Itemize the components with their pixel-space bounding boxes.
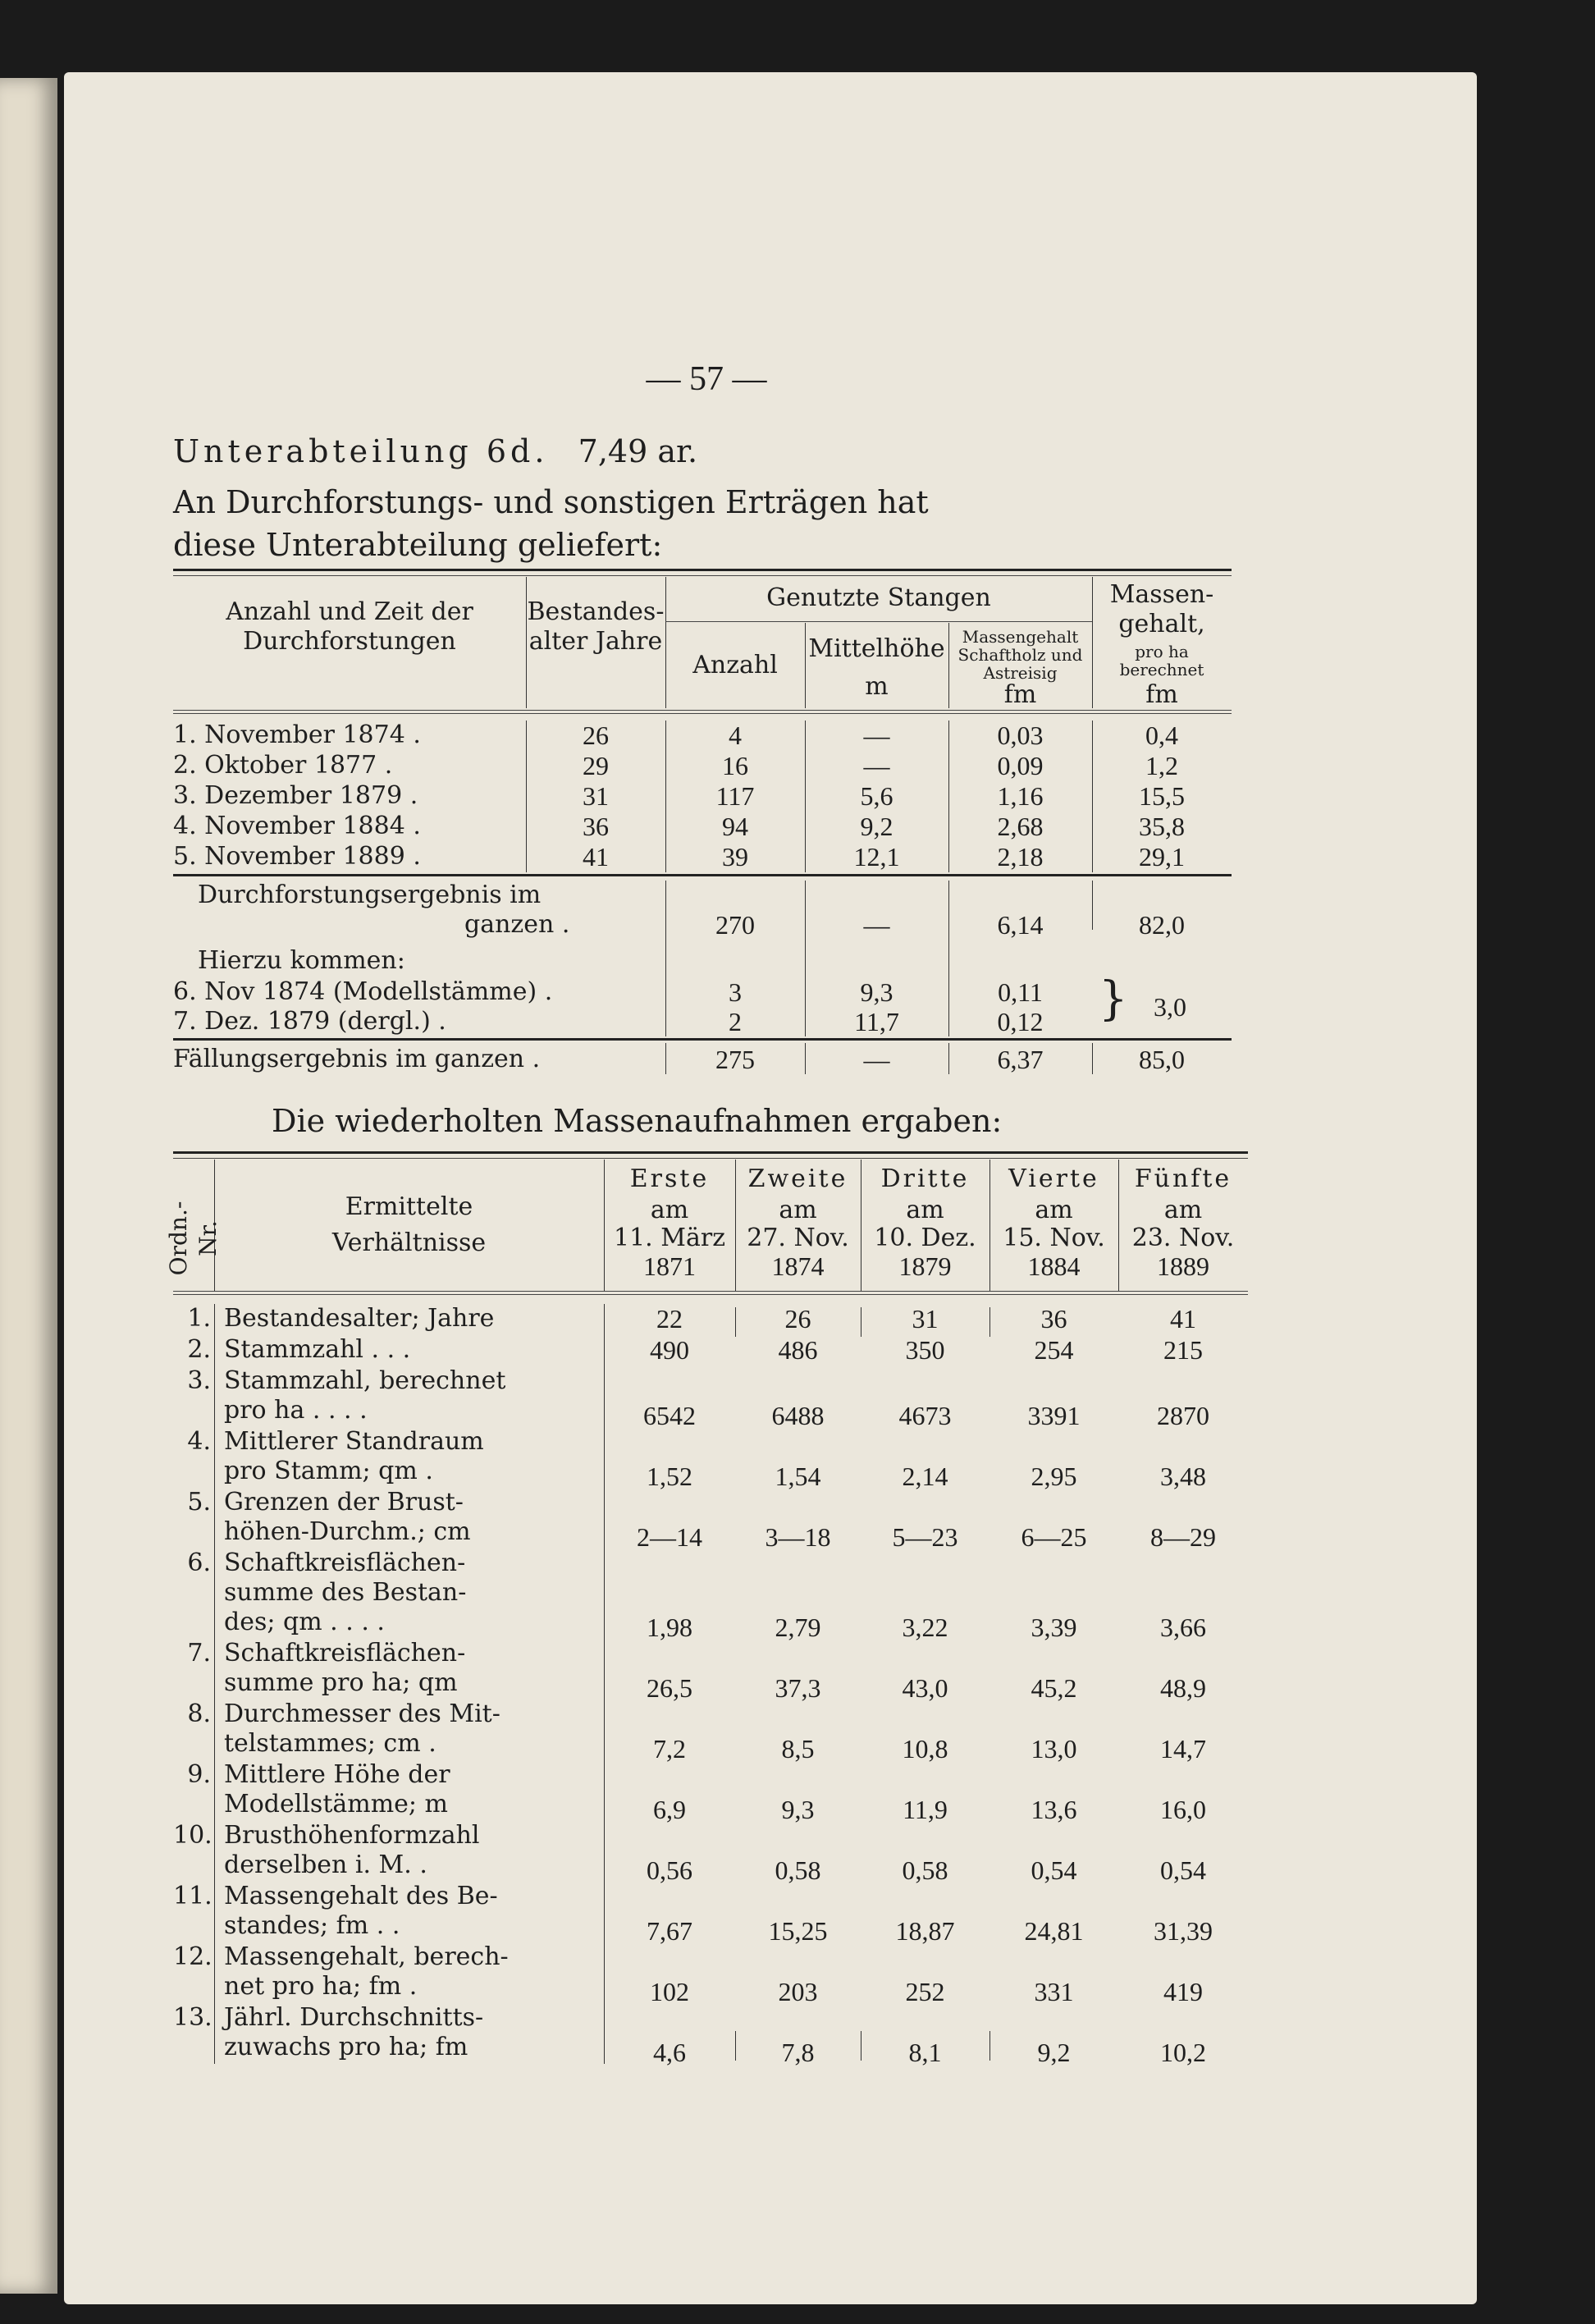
row-label: des; qm . . . . [224,1608,385,1636]
total-count: 275 [715,1045,755,1074]
row-age: 29 [583,751,609,780]
row-value: 3,66 [1160,1613,1206,1642]
header-volume-unit: fm [1003,680,1037,709]
row-value: 0,58 [902,1855,948,1885]
row-label: Jährl. Durchschnitts- [224,2003,484,2032]
row-value: 6488 [771,1401,825,1430]
page-number: — 57 — [646,360,767,398]
total-rule [173,1038,1232,1041]
row-label: Schaftkreisflächen- [224,1639,466,1668]
row-value: 4673 [898,1401,952,1430]
row-value: 36 [1040,1304,1067,1334]
row-ordinal: 3. [187,1366,211,1395]
table-top-rule-thin [173,575,1232,576]
column-divider [735,1307,736,1337]
book-page [64,72,1477,2304]
row-value: 203 [778,1977,818,2006]
row-value: 102 [650,1977,689,2006]
row-label: Grenzen der Brust- [224,1488,464,1517]
section-title: Unterabteilung 6d. [173,433,549,469]
row-label: net pro ha; fm . [224,1972,418,2001]
row-value: 252 [905,1977,945,2006]
row-height: 12,1 [853,842,900,872]
extra-row-label: 6. Nov 1874 (Modellstämme) . [173,977,553,1006]
row-label: pro Stamm; qm . [224,1457,433,1485]
header-col-year: 1871 [643,1251,696,1281]
row-value: 16,0 [1160,1795,1206,1824]
row-ordinal: 13. [173,2003,213,2032]
section-heading [173,433,697,469]
row-volume: 0,03 [997,721,1044,750]
header-col-name: Dritte [880,1164,970,1193]
total-label: Fällungsergebnis im ganzen . [173,1045,541,1073]
header-col-date: 11. März [614,1224,725,1252]
row-value: 0,56 [647,1855,692,1885]
row-ordinal: 1. [187,1304,211,1333]
row-value: 48,9 [1160,1673,1206,1703]
sum-height: — [863,910,890,940]
column-divider [989,2031,990,2061]
header-col-name: Erste [629,1164,710,1193]
row-value: 43,0 [902,1673,948,1703]
row-value: 3,39 [1031,1613,1077,1642]
extra-row-height: 11,7 [854,1007,899,1036]
header-age: Bestandes- alter Jahre [527,597,665,656]
total-volume-ha: 85,0 [1139,1045,1185,1074]
row-value: 11,9 [903,1795,948,1824]
row-label: Massengehalt, berech- [224,1942,509,1971]
row-label: zuwachs pro ha; fm [224,2033,468,2061]
row-value: 7,67 [647,1916,692,1946]
header-volume-ha-sub: pro ha berechnet [1119,642,1204,679]
row-label: pro ha . . . . [224,1396,368,1425]
header-time: Anzahl und Zeit der Durchforstungen [226,597,473,656]
extra-row-count: 2 [729,1007,742,1036]
header-col-am: am [906,1196,944,1224]
row-count: 4 [729,721,742,750]
row-volume: 0,09 [997,751,1044,780]
row-value: 2870 [1157,1401,1209,1430]
row-volume-ha: 1,2 [1145,751,1178,780]
row-value: 8,5 [781,1734,815,1764]
header-ordinal: Ordn.-Nr. [165,1201,222,1276]
extras-volume-ha: 3,0 [1154,992,1186,1022]
row-value: 2,14 [902,1462,948,1491]
row-height: 5,6 [860,781,893,811]
header-volume-ha: Massen- gehalt, [1109,580,1214,638]
column-divider [214,1304,215,2064]
row-value: 26 [784,1304,811,1334]
row-value: 1,98 [647,1613,692,1642]
row-value: 5—23 [892,1522,958,1552]
row-height: 9,2 [860,812,893,841]
intro-line-1: An Durchforstungs- und sonstigen Erträgen hat [173,484,929,520]
header-col-year: 1874 [771,1251,825,1281]
table2-header-rule [173,1291,1248,1292]
header-col-am: am [650,1196,689,1224]
row-label: Stammzahl, berechnet [224,1366,506,1395]
row-ordinal: 7. [187,1639,211,1668]
header-col-am: am [1163,1196,1203,1224]
row-value: 24,81 [1024,1916,1084,1946]
row-ordinal: 4. [187,1427,211,1456]
row-label: derselben i. M. . [224,1851,427,1879]
row-label: Modellstämme; m [224,1790,449,1818]
row-volume: 2,18 [997,842,1044,872]
row-height: — [863,721,890,750]
row-value: 490 [650,1335,689,1365]
row-label: Mittlerer Standraum [224,1427,484,1456]
row-value: 31,39 [1154,1916,1213,1946]
row-count: 94 [722,812,748,841]
row-value: 0,54 [1031,1855,1077,1885]
group-underline [665,621,1092,622]
header-col-year: 1889 [1157,1251,1209,1281]
row-value: 26,5 [647,1673,692,1703]
sum-volume-ha: 82,0 [1139,910,1185,940]
row-volume-ha: 29,1 [1139,842,1185,872]
row-ordinal: 10. [173,1821,213,1850]
row-value: 31 [912,1304,939,1334]
facing-page-edge [0,78,57,2294]
sum-label-2: ganzen . [464,910,570,939]
row-label: telstammes; cm . [224,1729,436,1758]
row-value: 9,3 [781,1795,815,1824]
row-value: 37,3 [775,1673,821,1703]
row-value: 3,48 [1160,1462,1206,1491]
row-value: 2,95 [1031,1462,1077,1491]
total-height: — [863,1045,890,1074]
column-divider [735,2031,736,2061]
row-value: 10,8 [902,1734,948,1764]
extra-row-volume: 0,11 [998,977,1043,1007]
row-value: 2,79 [775,1613,821,1642]
row-value: 8,1 [908,2038,942,2067]
row-volume-ha: 0,4 [1145,721,1178,750]
header-height: Mittelhöhe [808,634,945,663]
header-label-1: Ermittelte [345,1192,473,1221]
row-volume-ha: 15,5 [1139,781,1185,811]
row-value: 486 [778,1335,818,1365]
extra-row-label: 7. Dez. 1879 (dergl.) . [173,1007,446,1036]
header-col-name: Vierte [1008,1164,1099,1193]
row-ordinal: 8. [187,1700,211,1728]
row-value: 10,2 [1160,2038,1206,2067]
row-label: Durchmesser des Mit- [224,1700,500,1728]
row-label: 4. November 1884 . [173,812,421,840]
row-value: 15,25 [768,1916,828,1946]
row-value: 0,54 [1160,1855,1206,1885]
row-label: 2. Oktober 1877 . [173,751,393,780]
header-col-date: 27. Nov. [747,1224,849,1252]
row-volume: 1,16 [997,781,1044,811]
header-group: Genutzte Stangen [766,583,991,612]
row-value: 0,58 [775,1855,821,1885]
row-value: 7,2 [653,1734,686,1764]
row-value: 7,8 [781,2038,815,2067]
row-value: 8—29 [1150,1522,1216,1552]
row-age: 41 [583,842,609,872]
row-label: Mittlere Höhe der [224,1760,450,1789]
row-value: 1,52 [647,1462,692,1491]
header-col-date: 10. Dez. [874,1224,976,1252]
row-value: 4,6 [653,2038,686,2067]
header-col-am: am [779,1196,817,1224]
row-label: Massengehalt des Be- [224,1882,498,1910]
subheading: Die wiederholten Massenaufnahmen ergaben: [272,1103,1003,1139]
row-value: 3391 [1027,1401,1081,1430]
row-height: — [863,751,890,780]
row-label: Bestandesalter; Jahre [224,1304,495,1333]
row-label: 5. November 1889 . [173,842,421,871]
row-ordinal: 6. [187,1549,211,1577]
row-value: 41 [1170,1304,1196,1334]
header-col-am: am [1035,1196,1073,1224]
sum-volume: 6,14 [997,910,1044,940]
header-bottom-rule-2 [173,713,1232,714]
table2-header-rule-2 [173,1294,1248,1295]
table2-top-rule-thin [173,1158,1248,1159]
header-bottom-rule [173,710,1232,711]
section-area: 7,49 ar. [578,433,698,469]
row-ordinal: 5. [187,1488,211,1517]
header-col-year: 1884 [1027,1251,1081,1281]
row-value: 350 [905,1335,945,1365]
row-age: 26 [583,721,609,750]
row-value: 419 [1163,1977,1203,2006]
header-height-unit: m [865,672,889,701]
row-value: 6,9 [653,1795,686,1824]
header-col-date: 23. Nov. [1131,1224,1235,1252]
row-ordinal: 9. [187,1760,211,1789]
row-value: 6—25 [1021,1522,1087,1552]
extras-label: Hierzu kommen: [198,946,405,975]
row-value: 9,2 [1037,2038,1071,2067]
row-count: 16 [722,751,748,780]
row-label: 3. Dezember 1879 . [173,781,418,810]
row-ordinal: 12. [173,1942,213,1971]
table2-top-rule [173,1151,1248,1154]
row-value: 2—14 [637,1522,702,1552]
row-value: 18,87 [895,1916,955,1946]
header-count: Anzahl [692,651,778,679]
header-volume-ha-unit: fm [1145,680,1178,709]
row-value: 1,54 [775,1462,821,1491]
row-value: 13,0 [1031,1734,1077,1764]
row-age: 36 [583,812,609,841]
extra-row-count: 3 [729,977,742,1007]
column-divider [604,1304,605,2064]
row-count: 39 [722,842,748,872]
row-age: 31 [583,781,609,811]
header-col-name: Zweite [747,1164,848,1193]
row-value: 331 [1034,1977,1074,2006]
intro-line-2: diese Unterabteilung geliefert: [173,527,663,563]
row-label: höhen-Durchm.; cm [224,1517,471,1546]
total-volume: 6,37 [997,1045,1044,1074]
row-value: 6542 [643,1401,696,1430]
row-volume: 2,68 [997,812,1044,841]
row-value: 45,2 [1031,1673,1077,1703]
row-label: 1. November 1874 . [173,721,421,749]
row-value: 3,22 [902,1613,948,1642]
sum-count: 270 [715,910,755,940]
row-ordinal: 2. [187,1335,211,1364]
row-volume-ha: 35,8 [1139,812,1185,841]
subtotal-rule [173,874,1232,876]
row-count: 117 [715,781,755,811]
header-label-2: Verhältnisse [331,1228,487,1257]
header-col-name: Fünfte [1134,1164,1232,1193]
row-value: 215 [1163,1335,1203,1365]
header-col-date: 15. Nov. [1003,1224,1105,1252]
row-value: 14,7 [1160,1734,1206,1764]
header-col-year: 1879 [898,1251,952,1281]
sum-label-1: Durchforstungsergebnis im [198,881,542,909]
row-value: 254 [1034,1335,1074,1365]
column-divider [989,1307,990,1337]
row-value: 22 [656,1304,683,1334]
extra-row-height: 9,3 [860,977,893,1007]
row-value: 3—18 [765,1522,831,1552]
row-label: Stammzahl . . . [224,1335,411,1364]
row-label: summe des Bestan- [224,1578,467,1607]
row-label: Schaftkreisflächen- [224,1549,466,1577]
row-value: 13,6 [1031,1795,1077,1824]
row-label: summe pro ha; qm [224,1668,458,1697]
row-label: Brusthöhenformzahl [224,1821,480,1850]
extra-row-volume: 0,12 [997,1007,1044,1036]
row-ordinal: 11. [173,1882,213,1910]
row-label: standes; fm . . [224,1911,400,1940]
extras-brace: } [1099,972,1128,1026]
table-top-rule [173,569,1232,571]
header-volume: Massengehalt Schaftholz und Astreisig [957,627,1083,683]
